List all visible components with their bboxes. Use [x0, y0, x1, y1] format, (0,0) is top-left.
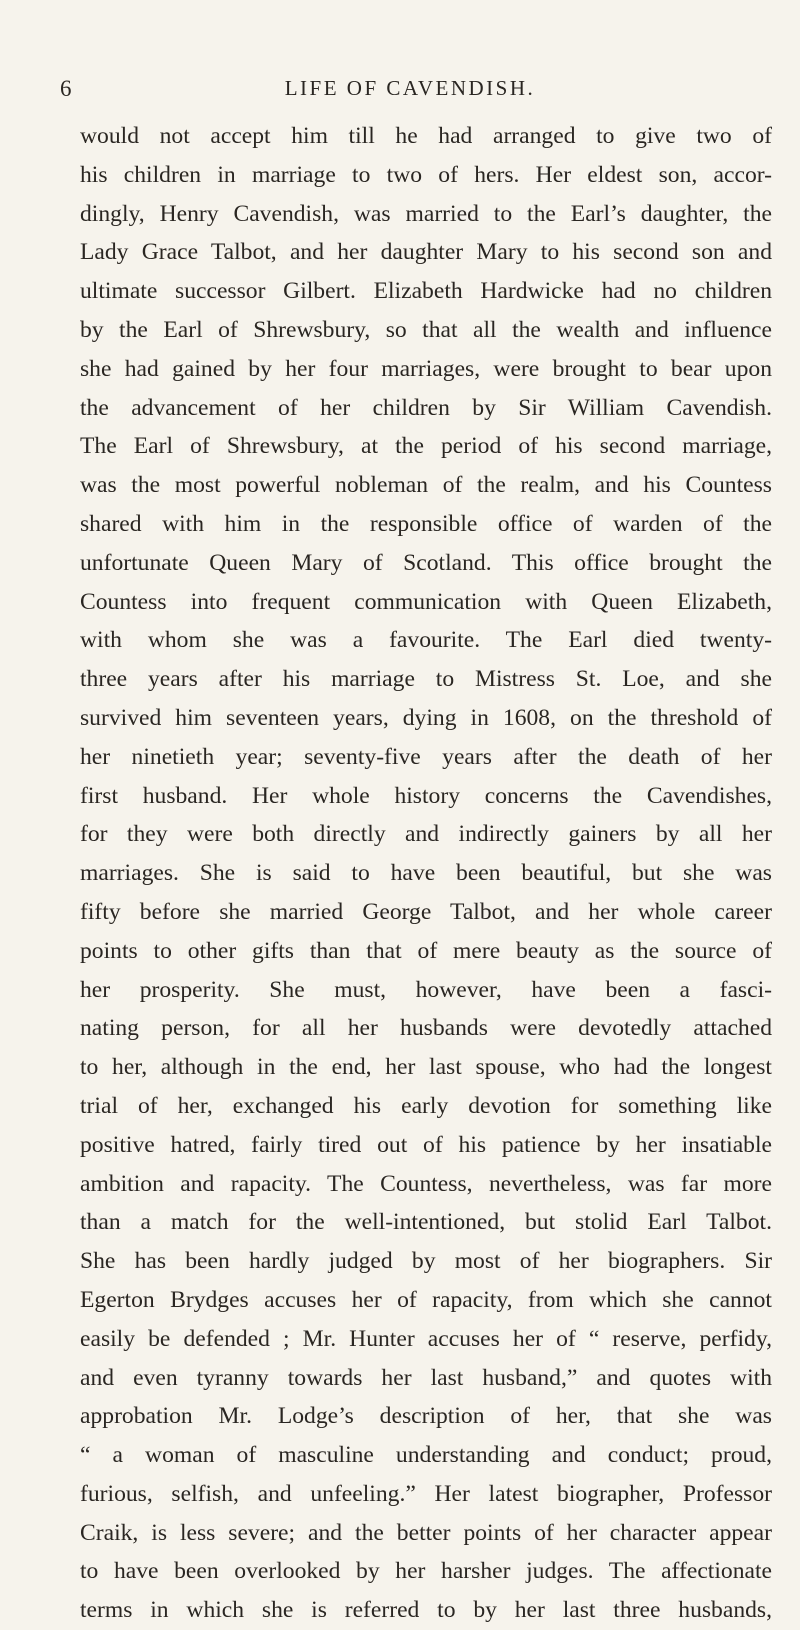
text-line: easily be defended ; Mr. Hunter accuses her of “ reserve, perfidy, — [80, 1325, 772, 1352]
text-line: survived him seventeen years, dying in 1608, on the threshold of — [80, 704, 772, 731]
text-line: she had gained by her four marriages, were brought to bear upon — [80, 355, 772, 382]
text-line: for they were both directly and indirectly gainers by all her — [80, 821, 772, 848]
text-line: Countess into frequent communication with Queen Elizabeth, — [80, 588, 772, 615]
text-line: approbation Mr. Lodge’s description of her, that she was — [80, 1403, 772, 1430]
text-line: Lady Grace Talbot, and her daughter Mary to his second son and — [80, 239, 772, 266]
text-line: points to other gifts than that of mere beauty as the source of — [80, 937, 772, 964]
text-line: “ a woman of masculine understanding and conduct; proud, — [80, 1442, 772, 1469]
text-line: her prosperity. She must, however, have been a fasci- — [80, 976, 772, 1003]
text-line: The Earl of Shrewsbury, at the period of his second marriage, — [80, 433, 772, 460]
text-line: ambition and rapacity. The Countess, nevertheless, was far more — [80, 1170, 772, 1197]
text-line: shared with him in the responsible office of warden of the — [80, 510, 772, 537]
body-text — [80, 117, 772, 1630]
text-line: furious, selfish, and unfeeling.” Her latest biographer, Professor — [80, 1480, 772, 1507]
text-line: positive hatred, fairly tired out of his patience by her insatiable — [80, 1131, 772, 1158]
text-line: trial of her, exchanged his early devotion for something like — [80, 1092, 772, 1119]
text-line: marriages. She is said to have been beautiful, but she was — [80, 860, 772, 887]
text-line: the advancement of her children by Sir William Cavendish. — [80, 394, 772, 421]
text-line: unfortunate Queen Mary of Scotland. This office brought the — [80, 549, 772, 576]
text-line: first husband. Her whole history concerns the Cavendishes, — [80, 782, 772, 809]
text-line: his children in marriage to two of hers. Her eldest son, accor- — [80, 161, 772, 188]
text-line: her ninetieth year; seventy-five years after the death of her — [80, 743, 772, 770]
text-line: by the Earl of Shrewsbury, so that all the wealth and influence — [80, 316, 772, 343]
text-line: than a match for the well-intentioned, but stolid Earl Talbot. — [80, 1209, 772, 1236]
text-line: dingly, Henry Cavendish, was married to the Earl’s daughter, the — [80, 200, 772, 227]
text-line: She has been hardly judged by most of her biographers. Sir — [80, 1248, 772, 1275]
text-line: and even tyranny towards her last husband,” and quotes with — [80, 1364, 772, 1391]
text-line: would not accept him till he had arranged to give two of — [80, 123, 772, 149]
text-line: ultimate successor Gilbert. Elizabeth Hardwicke had no children — [80, 278, 772, 305]
text-line: Egerton Brydges accuses her of rapacity, from which she cannot — [80, 1286, 772, 1313]
running-title: LIFE OF CAVENDISH. — [284, 76, 536, 100]
text-line: to have been overlooked by her harsher judges. The affectionate — [80, 1558, 772, 1585]
running-head — [60, 76, 760, 106]
text-line: Craik, is less severe; and the better points of her character appear — [80, 1519, 772, 1546]
text-line: was the most powerful nobleman of the realm, and his Countess — [80, 472, 772, 499]
text-line: fifty before she married George Talbot, and her whole career — [80, 898, 772, 925]
text-line: to her, although in the end, her last spouse, who had the longest — [80, 1054, 772, 1081]
page-number: 6 — [60, 76, 72, 101]
text-line: terms in which she is referred to by her last three husbands, — [80, 1597, 772, 1624]
text-line: with whom she was a favourite. The Earl died twenty- — [80, 627, 772, 654]
text-line: three years after his marriage to Mistress St. Loe, and she — [80, 666, 772, 693]
text-line: nating person, for all her husbands were devotedly attached — [80, 1015, 772, 1042]
